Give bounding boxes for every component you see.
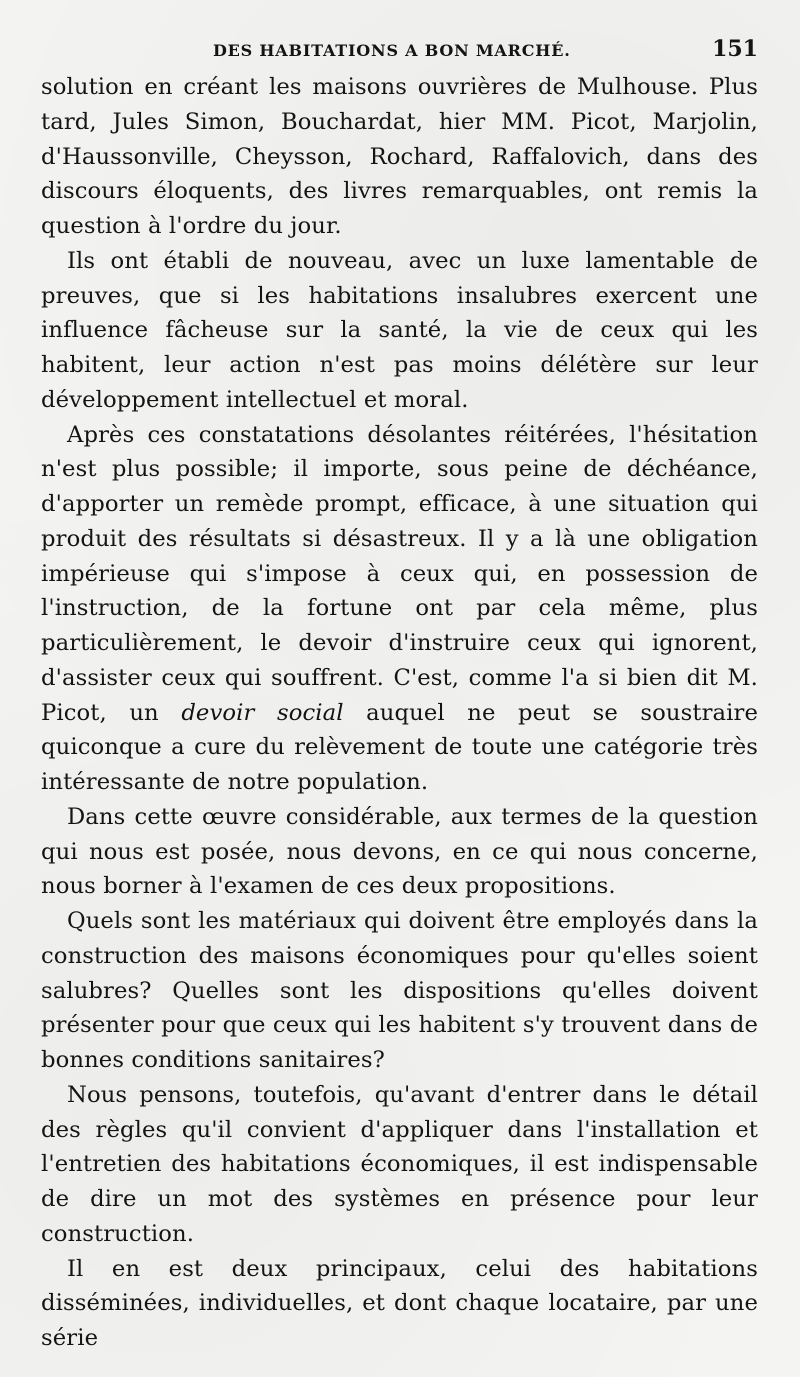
paragraph-6: Nous pensons, toutefois, qu'avant d'entrer dans le détail des règles qu'il convient d'appliquer dans l'installation et l'entretien des habitations économiques, il est indispensable de dire un mot des systèmes en présence pour leur construction. [41,1081,758,1247]
paragraph-3-before: Après ces constatations désolantes réitérées, l'hésitation n'est plus possible; il importe, sous peine de déchéance, d'apporter un remède prompt, efficace, à une situation qui produit des résultats si désastreux. Il y a là une obligation impérieuse qui s'impose à ceux qui, en possession de l'instruction, de la fortune ont par cela même, plus particulièrement, le devoir d'instruire ceux qui ignorent, d'assister ceux qui souffrent. C'est, comme l'a si bien dit M. Picot, un [41,421,758,726]
running-title: DES HABITATIONS A BON MARCHÉ. [213,41,571,60]
running-head [41,30,758,70]
page-number: 151 [712,36,758,62]
paragraph-1: solution en créant les maisons ouvrières de Mulhouse. Plus tard, Jules Simon, Bouchardat, hier MM. Picot, Marjolin, d'Haussonville, Cheysson, Rochard, Raffalovich, dans des discours éloquents, des livres remarquables, ont remis la question à l'ordre du jour. [41,74,758,239]
paragraph-7: Il en est deux principaux, celui des habitations disséminées, individuelles, et dont chaque locataire, par une série [41,1255,758,1351]
paragraph-3 [41,418,758,800]
emphasis-devoir-social: devoir social [181,699,344,726]
body-text [41,70,758,1356]
paragraph-2: Ils ont établi de nouveau, avec un luxe lamentable de preuves, que si les habitations insalubres exercent une influence fâcheuse sur la santé, la vie de ceux qui les habitent, leur action n'est pas moins délétère sur leur développement intellectuel et moral. [41,247,758,413]
paragraph-5: Quels sont les matériaux qui doivent être employés dans la construction des maisons économiques pour qu'elles soient salubres? Quelles sont les dispositions qu'elles doivent présenter pour que ceux qui les habitent s'y trouvent dans de bonnes conditions sanitaires? [41,908,758,1073]
paragraph-3-after: auquel ne peut se soustraire quiconque a cure du relèvement de toute une catégorie très intéressante de notre population. [41,699,758,795]
paragraph-4: Dans cette œuvre considérable, aux termes de la question qui nous est posée, nous devons, en ce qui nous concerne, nous borner à l'examen de ces deux propositions. [41,803,758,900]
